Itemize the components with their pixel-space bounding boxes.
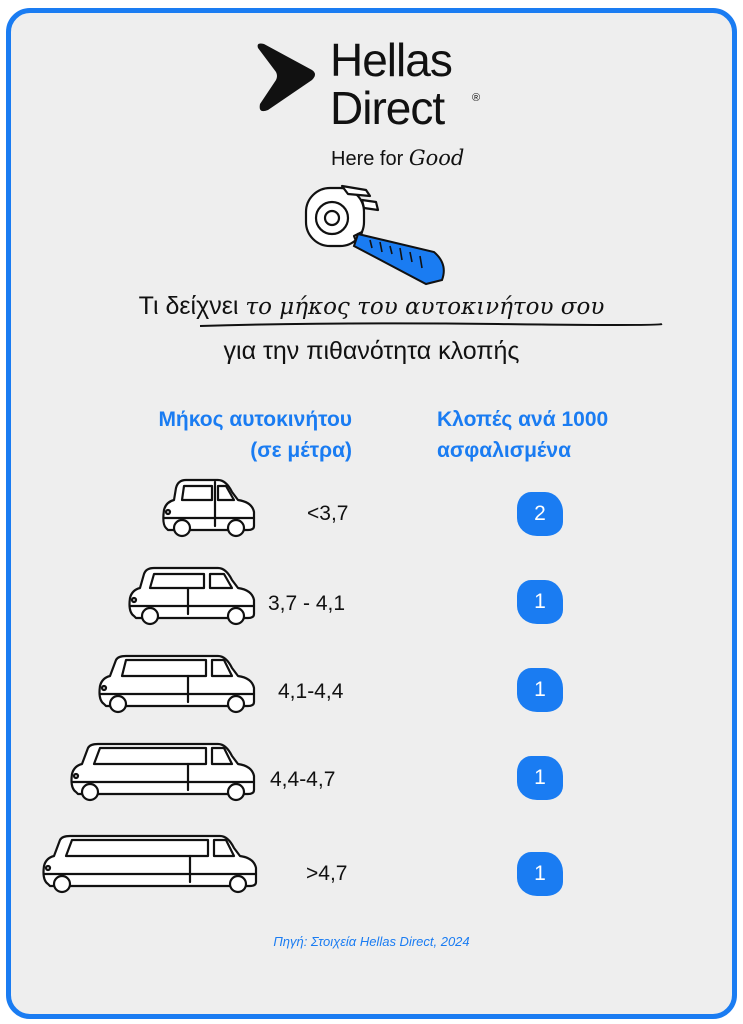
headline-highlight: το μήκος του αυτοκινήτου σου <box>245 294 605 320</box>
thefts-badge: 1 <box>517 756 563 800</box>
length-label: 3,7 - 4,1 <box>268 592 346 615</box>
registered-mark: ® <box>472 92 481 104</box>
thefts-badge: 1 <box>517 668 563 712</box>
brand-name-line1: Hellas <box>330 34 452 86</box>
thefts-badge: 1 <box>517 852 563 896</box>
length-column-header <box>158 404 352 466</box>
length-label: >4,7 <box>306 862 348 885</box>
headline-underline <box>198 318 664 330</box>
hellas-direct-logo-icon <box>254 40 320 116</box>
table-row <box>0 826 743 910</box>
table-row <box>0 736 743 820</box>
table-row <box>0 648 743 732</box>
brand-tagline <box>331 146 464 171</box>
car-icon <box>96 650 258 716</box>
length-label: <3,7 <box>307 502 349 525</box>
thefts-badge: 2 <box>517 492 563 536</box>
source-note: Πηγή: Στοιχεία Hellas Direct, 2024 <box>273 934 470 949</box>
car-icon <box>68 738 258 804</box>
tagline-script: Good <box>408 146 465 170</box>
thefts-header-line2: ασφαλισμένα <box>437 439 571 462</box>
car-icon <box>126 562 258 628</box>
measuring-tape-icon <box>296 176 456 288</box>
brand-name-line2: Direct <box>330 82 445 134</box>
tagline-prefix: Here for <box>331 148 404 170</box>
car-icon <box>40 828 260 896</box>
thefts-badge: 1 <box>517 580 563 624</box>
length-label: 4,1-4,4 <box>278 680 344 703</box>
headline-prefix: Τι δείχνει <box>138 292 239 320</box>
length-header-line2: (σε μέτρα) <box>250 439 352 462</box>
car-icon <box>160 474 258 540</box>
table-row <box>0 472 743 556</box>
length-header-line1: Μήκος αυτοκινήτου <box>158 408 352 431</box>
thefts-header-line1: Κλοπές ανά 1000 <box>437 408 609 431</box>
headline-line1 <box>0 292 743 321</box>
headline-line2: για την πιθανότητα κλοπής <box>223 337 520 365</box>
table-row <box>0 560 743 644</box>
length-label: 4,4-4,7 <box>270 768 336 791</box>
thefts-column-header <box>437 404 608 466</box>
